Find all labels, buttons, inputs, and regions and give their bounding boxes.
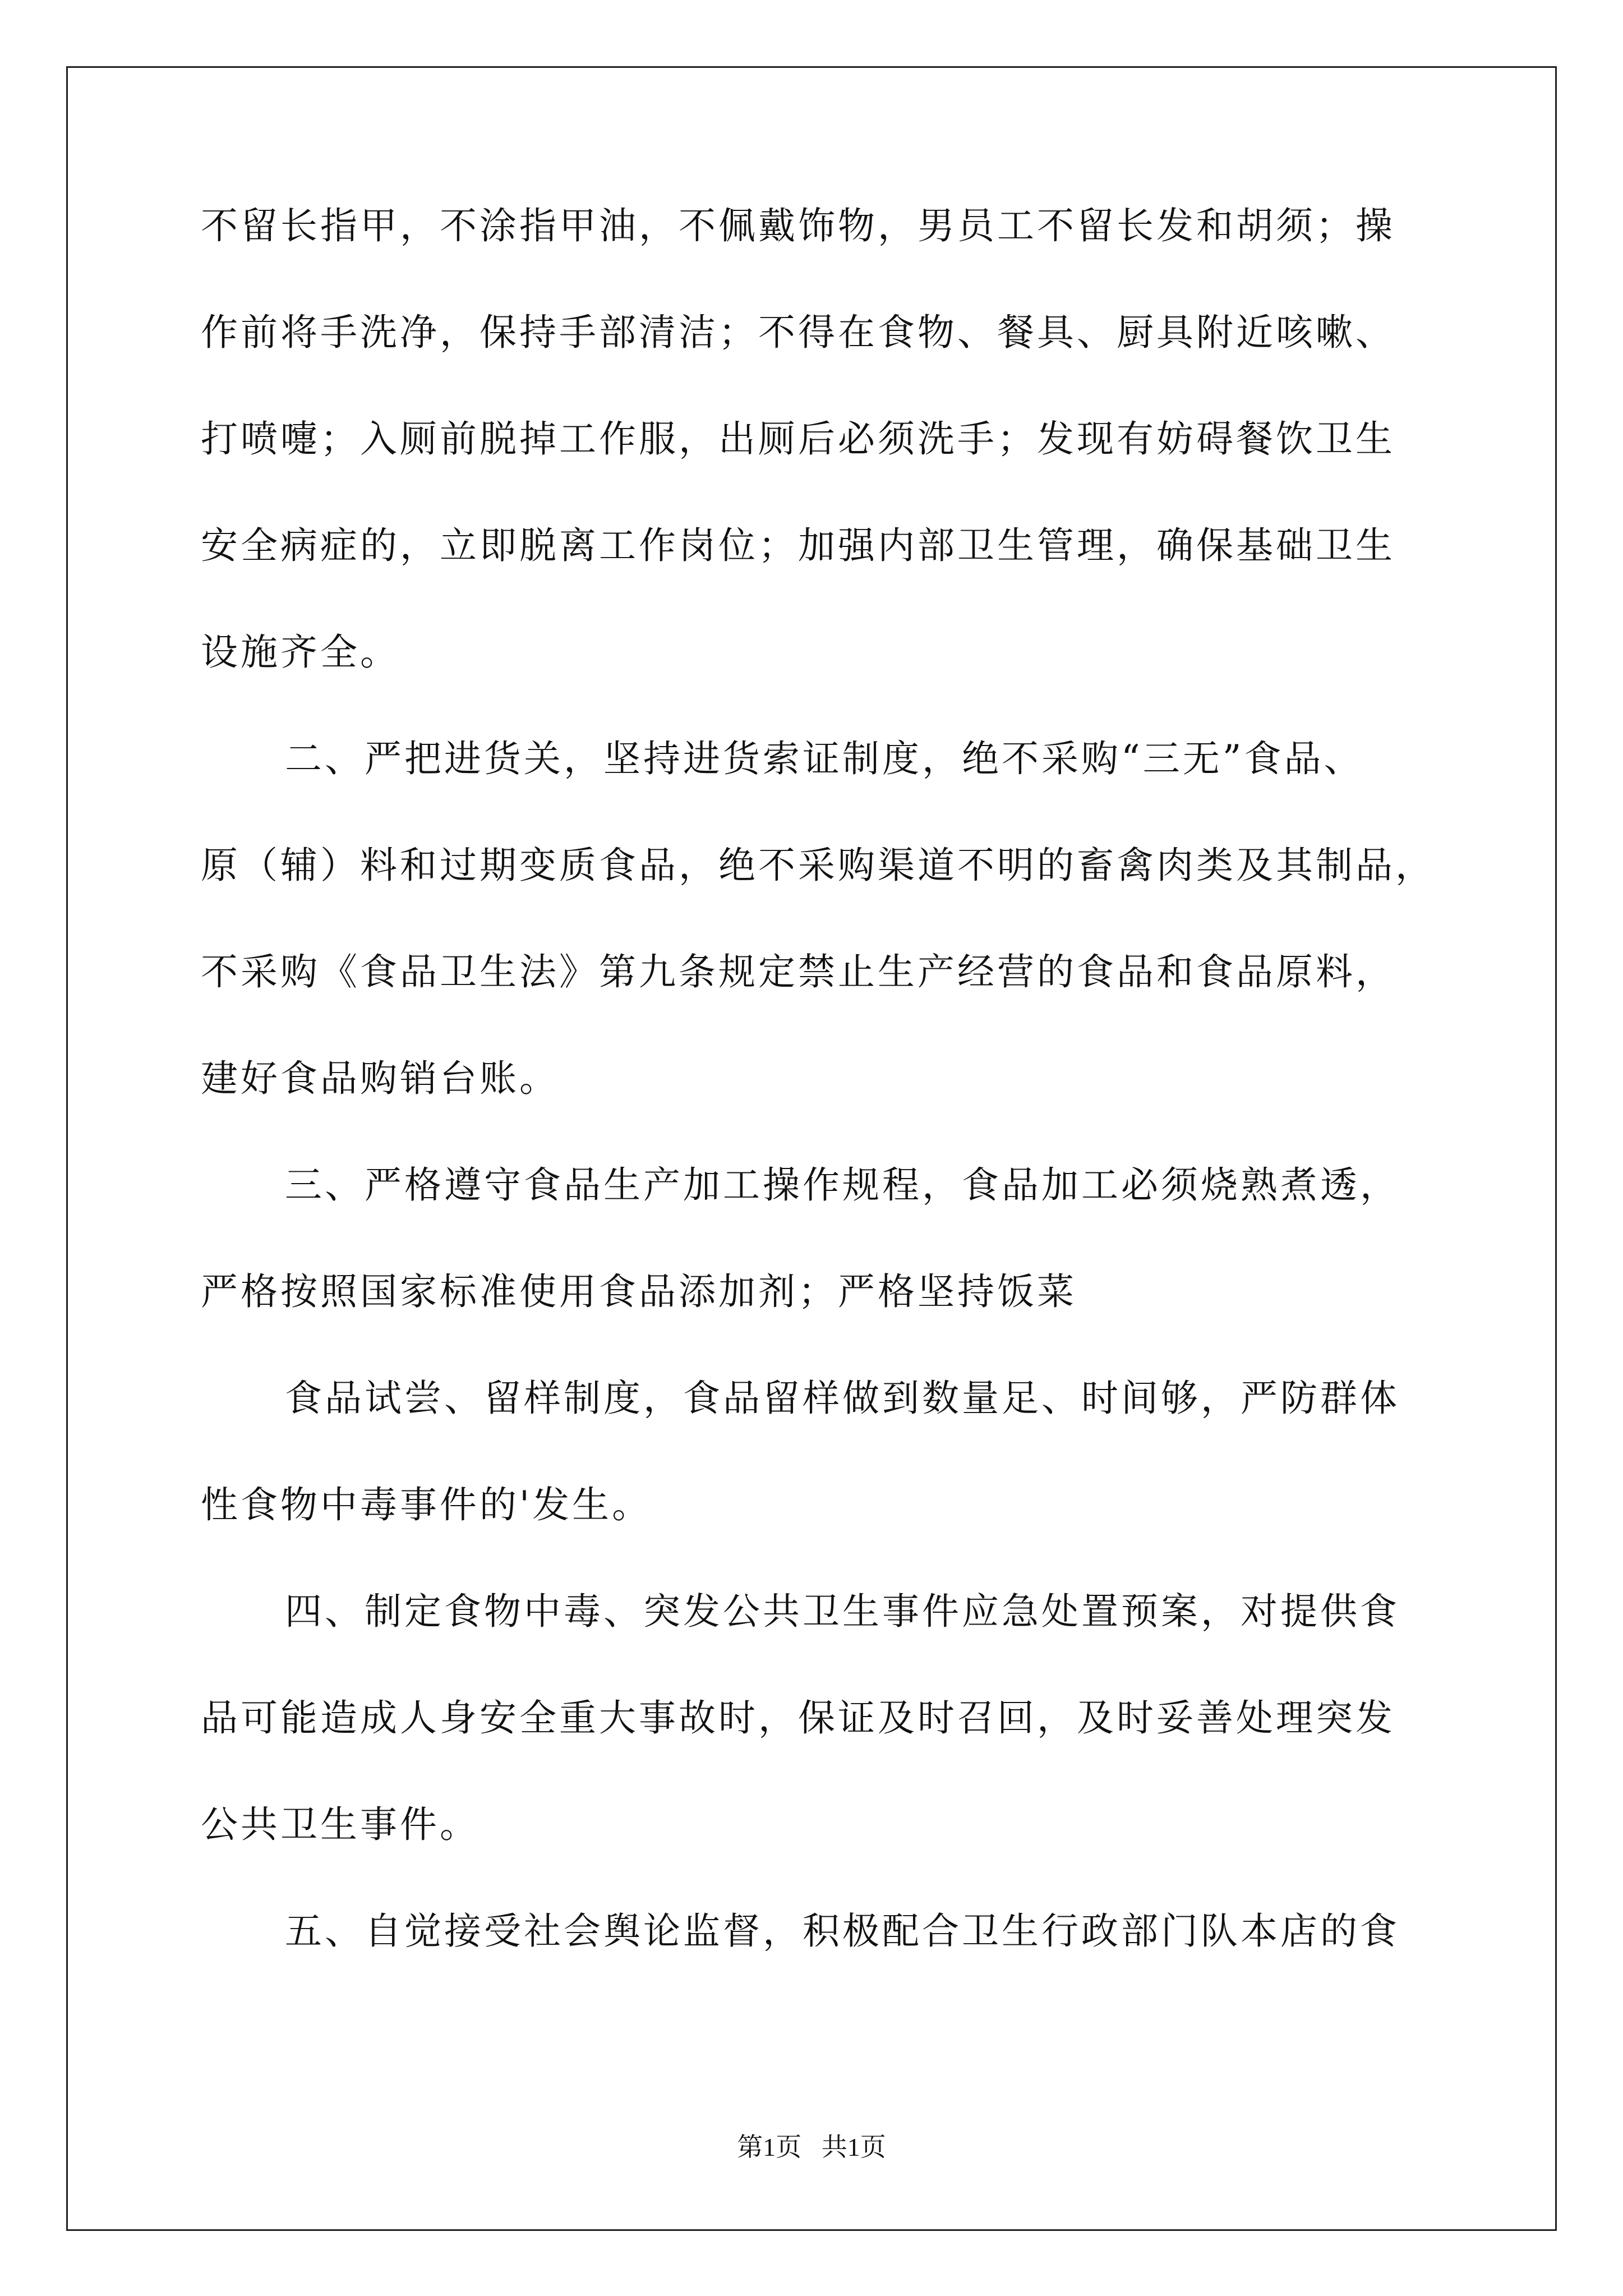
- document-body: [201, 204, 1446, 2019]
- text-line: 安全病症的，立即脱离工作岗位；加强内部卫生管理，确保基础卫生: [201, 524, 1395, 567]
- paragraph-4-start: 四、制定食物中毒、突发公共卫生事件应急处置预案，对提供食: [285, 1590, 1400, 1633]
- text-line: 性食物中毒事件的'发生。: [201, 1483, 652, 1526]
- text-line: 严格按照国家标准使用食品添加剂；严格坚持饭菜: [201, 1270, 1077, 1313]
- paragraph-2-start: 二、严把进货关，坚持进货索证制度，绝不采购“三无”食品、: [285, 737, 1364, 780]
- text-line: 品可能造成人身安全重大事故时，保证及时召回，及时妥善处理突发: [201, 1696, 1395, 1740]
- text-line: 公共卫生事件。: [201, 1803, 479, 1846]
- text-line: 设施齐全。: [201, 631, 400, 674]
- paragraph-3-start: 三、严格遵守食品生产加工操作规程，食品加工必须烧熟煮透，: [285, 1163, 1400, 1207]
- text-line: 不采购《食品卫生法》第九条规定禁止生产经营的食品和食品原料，: [201, 950, 1395, 993]
- text-line: 不留长指甲，不涂指甲油，不佩戴饰物，男员工不留长发和胡须；操: [201, 204, 1395, 247]
- page-total: 共1页: [821, 2133, 886, 2161]
- text-line: 建好食品购销台账。: [201, 1057, 559, 1100]
- text-line: 打喷嚏；入厕前脱掉工作服，出厕后必须洗手；发现有妨碍餐饮卫生: [201, 417, 1395, 461]
- page-number: 第1页: [737, 2133, 802, 2161]
- paragraph-3b-start: 食品试尝、留样制度，食品留样做到数量足、时间够，严防群体: [285, 1377, 1400, 1420]
- paragraph-5-start: 五、自觉接受社会舆论监督，积极配合卫生行政部门队本店的食: [285, 1910, 1400, 1953]
- text-line: 作前将手洗净，保持手部清洁；不得在食物、餐具、厨具附近咳嗽、: [201, 311, 1395, 354]
- page-footer: [0, 2134, 1623, 2160]
- text-line: 原（辅）料和过期变质食品，绝不采购渠道不明的畜禽肉类及其制品，: [201, 844, 1435, 887]
